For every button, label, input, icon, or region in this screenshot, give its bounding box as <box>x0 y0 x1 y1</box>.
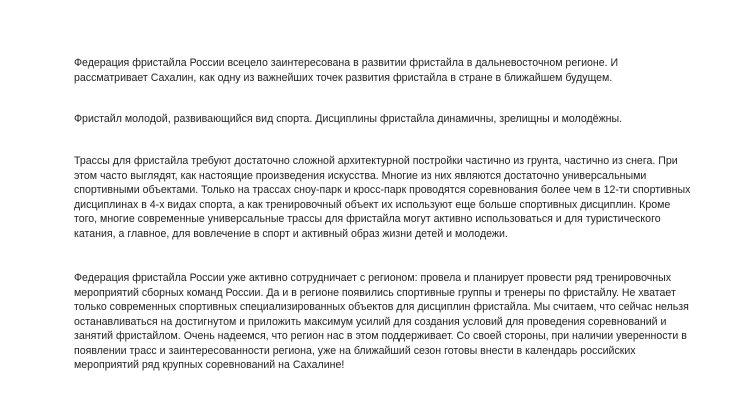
paragraph-region-cooperation: Федерация фристайла России уже активно сотрудничает с регионом: провела и планирует провести ряд тренировочных мероприятий сборных команд России. Да и в регионе появились спортивные группы и тренеры по фристайлу. Не хватает только современных спортивных специализированных объектов для дисциплин фристайла. Мы считаем, что сейчас нельзя останавливаться на достигнутом и приложить максимум усилий для создания условий для проведения соревнований и занятий фристайлом. Очень надеемся, что регион нас в этом поддерживает. Со своей стороны, при наличии уверенности в появлении трасс и заинтересованности региона, уже на ближайший сезон готовы внести в календарь российских мероприятий ряд крупных соревнований на Сахалине! <box>74 272 689 371</box>
paragraph-freestyle-tracks: Трассы для фристайла требуют достаточно сложной архитектурной постройки частично из грунта, частично из снега. При этом часто выглядят, как настоящие произведения искусства. Многие из них являются достаточно универсальными спортивными объектами. Только на трассах сноу-парк и кросс-парк проводятся соревнования более чем в 12-ти спортивных дисциплинах в 4-х видах спорта, а как тренировочный объект их используют еще больше спортивных дисциплин. Кроме того, многие современные универсальные трассы для фристайла могут активно использоваться и для туристического катания, а главное, для вовлечение в спорт и активный образ жизни детей и молодежи. <box>74 155 691 240</box>
paragraph-young-sport: Фристайл молодой, развивающийся вид спорта. Дисциплины фристайла динамичны, зрелищны и молодёжны. <box>74 113 623 125</box>
paragraph-federation-interest: Федерация фристайла России всецело заинтересована в развитии фристайла в дальневосточном регионе. И рассматривает Сахалин, как одну из важнейших точек развития фристайла в стране в ближайшем будущем. <box>74 57 619 84</box>
